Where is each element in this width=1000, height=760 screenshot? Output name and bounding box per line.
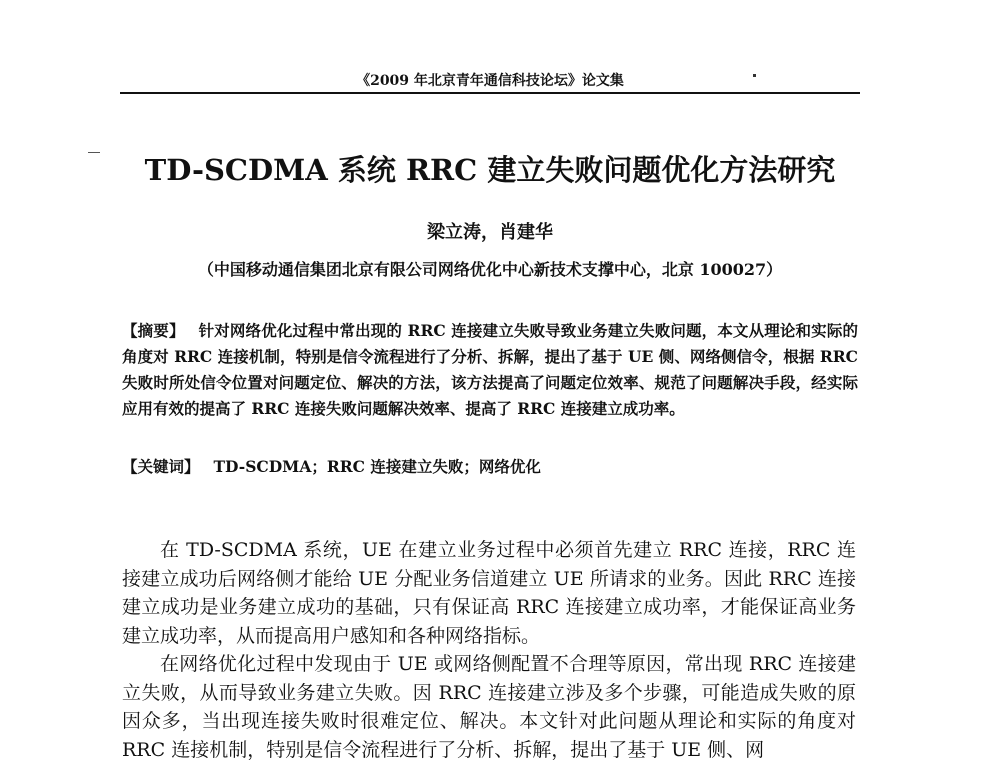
keywords-block: [122, 454, 858, 480]
scan-mark: [88, 152, 100, 153]
paper-authors: 梁立涛，肖建华: [427, 222, 553, 243]
body-paragraph: 在 TD-SCDMA 系统，UE 在建立业务过程中必须首先建立 RRC 连接，RRC 连接建立成功后网络侧才能给 UE 分配业务信道建立 UE 所请求的业务。因此 RRC 连接建立成功是业务建立成功的基础，只有保证高 RRC 连接建立成功率，才能保证高业务建立成功率，从而提高用户感知和各种网络指标。: [122, 539, 856, 647]
abstract-block: [122, 318, 858, 422]
abstract-text: 针对网络优化过程中常出现的 RRC 连接建立失败导致业务建立失败问题，本文从理论和实际的角度对 RRC 连接机制，特别是信令流程进行了分析、拆解，提出了基于 UE 侧、网络侧信令，根据 RRC 失败时所处信令位置对问题定位、解决的方法，该方法提高了问题定位效率、规范了问题解决手段，经实际应用有效的提高了 RRC 连接失败问题解决效率、提高了 RRC 连接建立成功率。: [122, 321, 858, 418]
paper-title: TD-SCDMA 系统 RRC 建立失败问题优化方法研究: [144, 153, 836, 187]
header-rule: [120, 92, 860, 94]
keywords-text: TD-SCDMA；RRC 连接建立失败；网络优化: [213, 457, 541, 476]
body-paragraph: 在网络优化过程中发现由于 UE 或网络侧配置不合理等原因，常出现 RRC 连接建立失败，从而导致业务建立失败。因 RRC 连接建立涉及多个步骤，可能造成失败的原因众多，当出现连接失败时很难定位、解决。本文针对此问题从理论和实际的角度对 RRC 连接机制，特别是信令流程进行了分析、拆解，提出了基于 UE 侧、网: [122, 653, 856, 760]
abstract-label: 【摘要】: [122, 321, 185, 340]
body-text: [122, 536, 856, 760]
paper-affiliation: （中国移动通信集团北京有限公司网络优化中心新技术支撑中心，北京 100027）: [197, 260, 783, 279]
keywords-label: 【关键词】: [122, 457, 200, 476]
running-header: 《2009 年北京青年通信科技论坛》论文集: [356, 73, 624, 89]
scan-speck: [753, 74, 756, 77]
